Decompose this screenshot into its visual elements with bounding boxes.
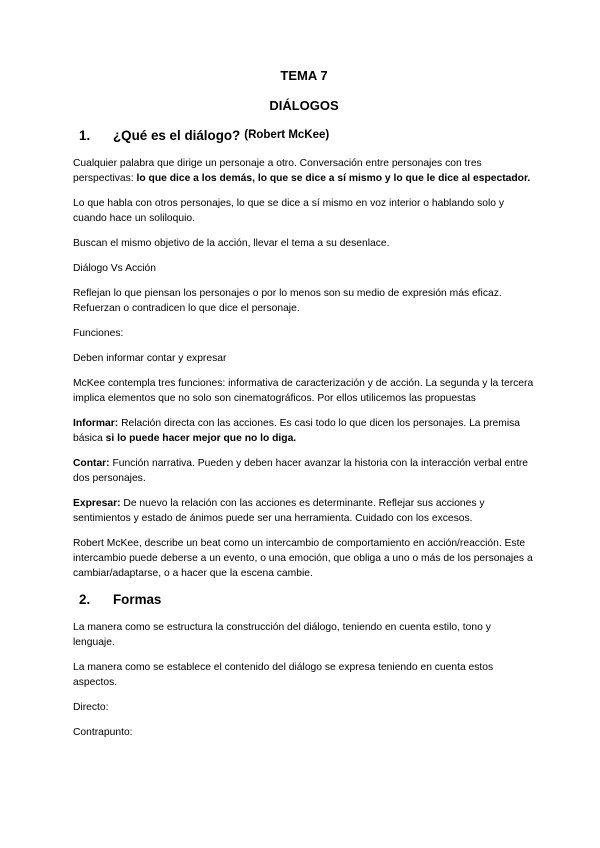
paragraph-characters: Lo que habla con otros personajes, lo que se dice a sí mismo en voz interior o hablando solo y cuando hace un soliloquio. [73,198,505,224]
contar-label: Contar: [73,458,110,469]
paragraph-directo: Directo: [73,702,109,713]
section-1-author: (Robert McKee) [244,129,330,141]
paragraph-functions-list: Deben informar contar y expresar [73,353,227,364]
section-2-title: Formas [113,592,162,607]
paragraph-mckee-functions: McKee contempla tres funciones: informativa de caracterización y de acción. La segunda y la tercera implica elementos que no solo son cinematográficos. Por ellos utilicemos las propuestas [73,378,534,404]
doc-subtitle: DIÁLOGOS [269,98,339,113]
section-1-heading [73,127,535,144]
section-1-number: 1. [79,128,91,143]
paragraph-informar [73,416,535,446]
expresar-label: Expresar: [73,498,121,509]
paragraph-reflect: Reflejan lo que piensan los personajes o por lo menos son su medio de expresión más eficaz. Refuerzan o contradicen lo que dice el personaje. [73,288,502,314]
paragraph-definition [73,156,535,186]
informar-text: Relación directa con las acciones. Es casi todo lo que dicen los personajes. La premisa básica [73,418,521,444]
paragraph-contar [73,456,535,486]
expresar-text: De nuevo la relación con las acciones es determinante. Reflejar sus acciones y sentimientos y estado de ánimos puede ser una herramienta. Cuidado con los excesos. [73,498,485,524]
paragraph-functions-label: Funciones: [73,328,124,339]
doc-title: TEMA 7 [280,68,328,83]
paragraph-definition-bold: lo que dice a los demás, lo que se dice a sí mismo y lo que le dice al espectador. [136,173,531,184]
informar-label: Informar: [73,418,119,429]
paragraph-definition-text: Cualquier palabra que dirige un personaje a otro. Conversación entre personajes con tres perspectivas: [73,158,482,184]
section-1-title: ¿Qué es el diálogo? [113,128,241,143]
paragraph-beat: Robert McKee, describe un beat como un intercambio de comportamiento en acción/reacción. Este intercambio puede deberse a un evento, o una emoción, que obliga a uno o más de los personajes a cambiar/adaptarse, o a hacer que la escena cambie. [73,538,533,579]
paragraph-dialogue-vs-action: Diálogo Vs Acción [73,263,156,274]
document-body [73,68,535,750]
paragraph-structure: La manera como se estructura la construcción del diálogo, teniendo en cuenta estilo, tono y lenguaje. [73,622,491,648]
contar-text: Función narrativa. Pueden y deben hacer avanzar la historia con la interacción verbal entre dos personajes. [73,458,529,484]
paragraph-contrapunto: Contrapunto: [73,727,133,738]
paragraph-expresar [73,496,535,526]
section-2-heading [73,591,535,608]
informar-bold: si lo puede hacer mejor que no lo diga. [105,433,297,444]
paragraph-objective: Buscan el mismo objetivo de la acción, llevar el tema a su desenlace. [73,238,390,249]
section-2-number: 2. [79,592,91,607]
paragraph-content: La manera como se establece el contenido del diálogo se expresa teniendo en cuenta estos aspectos. [73,662,494,688]
